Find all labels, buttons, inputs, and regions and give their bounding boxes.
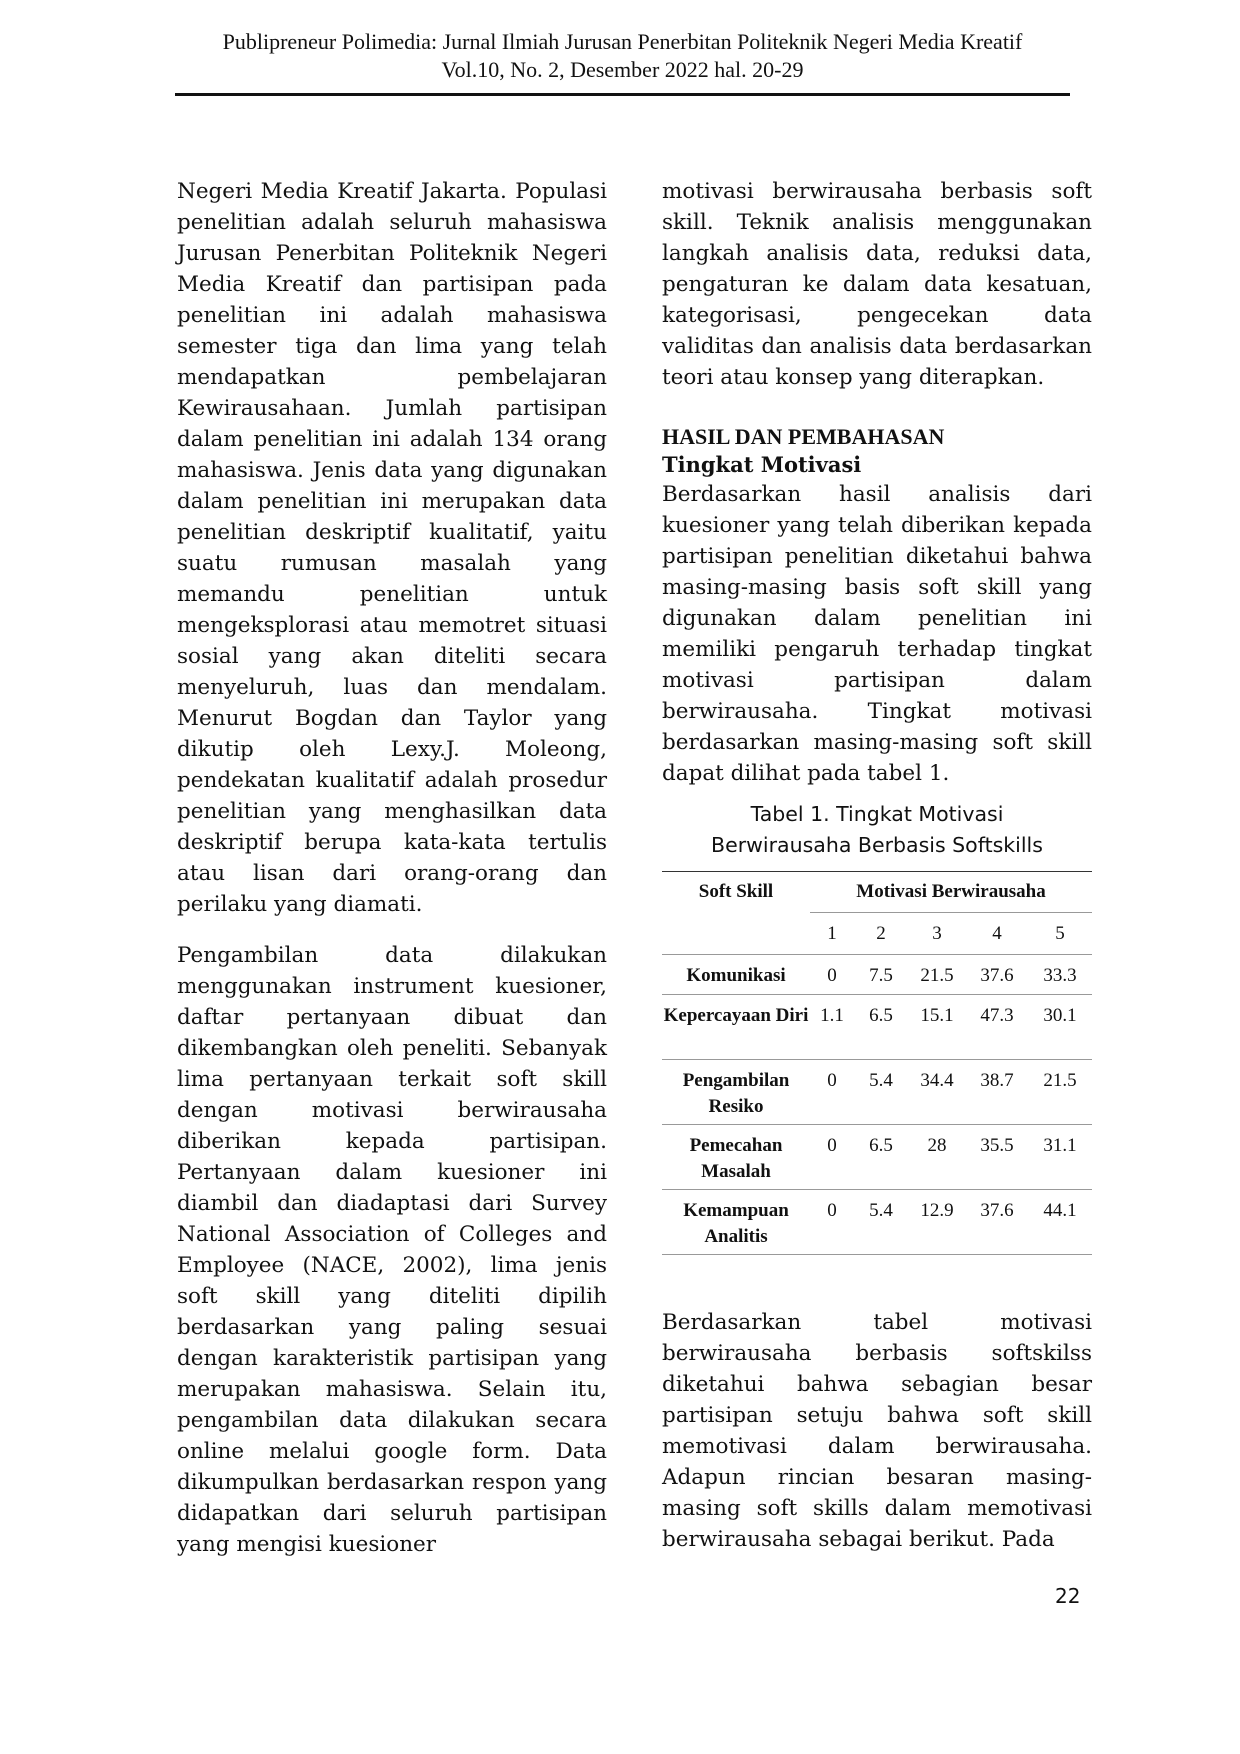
scale-header: 4: [966, 913, 1028, 955]
table-cell: 7.5: [854, 955, 908, 995]
table-row: [662, 955, 1092, 995]
table-cell: 0: [810, 1125, 854, 1190]
table-cell: 21.5: [908, 955, 966, 995]
methods-paragraph-data-collection: Pengambilan data dilakukan menggunakan instrument kuesioner, daftar pertanyaan dibuat dan dikembangkan oleh peneliti. Sebanyak lima pertanyaan terkait soft skill dengan motivasi berwirausaha diberikan kepada partisipan. Pertanyaan dalam kuesioner ini diambil dan diadaptasi dari Survey National Association of Colleges and Employee (NACE, 2002), lima jenis soft skill yang diteliti dipilih berdasarkan yang paling sesuai dengan karakteristik partisipan yang merupakan mahasiswa. Selain itu, pengambilan data dilakukan secara online melalui google form. Data dikumpulkan berdasarkan respon yang didapatkan dari seluruh partisipan yang mengisi kuesioner: [177, 943, 607, 1557]
right-column: [662, 176, 1092, 1555]
table-cell: 35.5: [966, 1125, 1028, 1190]
journal-title: Publipreneur Polimedia: Jurnal Ilmiah Jurusan Penerbitan Politeknik Negeri Media Kreatif: [222, 29, 1023, 54]
table-cell: 0: [810, 1190, 854, 1255]
left-column: [177, 176, 607, 1560]
table-cell: 0: [810, 1060, 854, 1125]
row-label: Kepercayaan Diri: [662, 995, 810, 1060]
column-header-soft-skill: Soft Skill: [662, 872, 810, 913]
table-cell: 44.1: [1028, 1190, 1092, 1255]
table-row: [662, 1190, 1092, 1255]
table-cell: 28: [908, 1125, 966, 1190]
methods-paragraph-population: Negeri Media Kreatif Jakarta. Populasi penelitian adalah seluruh mahasiswa Jurusan Penerbitan Politeknik Negeri Media Kreatif dan partisipan pada penelitian ini adalah mahasiswa semester tiga dan lima yang telah mendapatkan pembelajaran Kewirausahaan. Jumlah partisipan dalam penelitian ini adalah 134 orang mahasiswa. Jenis data yang digunakan dalam penelitian ini merupakan data penelitian deskriptif kualitatif, yaitu suatu rumusan masalah yang memandu penelitian untuk mengeksplorasi atau memotret situasi sosial yang akan diteliti secara menyeluruh, luas dan mendalam. Menurut Bogdan dan Taylor yang dikutip oleh Lexy.J. Moleong, pendekatan kualitatif adalah prosedur penelitian yang menghasilkan data deskriptif berupa kata-kata tertulis atau lisan dari orang-orang dan perilaku yang diamati.: [177, 179, 607, 917]
discussion-paragraph: Berdasarkan tabel motivasi berwirausaha berbasis softskilss diketahui bahwa sebagian besar partisipan setuju bahwa soft skill memotivasi dalam berwirausaha. Adapun rincian besaran masing-masing soft skills dalam memotivasi berwirausaha sebagai berikut. Pada: [662, 1310, 1092, 1552]
results-paragraph: Berdasarkan hasil analisis dari kuesioner yang telah diberikan kepada partisipan penelitian diketahui bahwa masing-masing basis soft skill yang digunakan dalam penelitian ini memiliki pengaruh terhadap tingkat motivasi partisipan dalam berwirausaha. Tingkat motivasi berdasarkan masing-masing soft skill dapat dilihat pada tabel 1.: [662, 482, 1092, 786]
table-cell: 33.3: [1028, 955, 1092, 995]
row-label: Komunikasi: [662, 955, 810, 995]
header-divider: [175, 93, 1070, 96]
scale-header: 1: [810, 913, 854, 955]
page-number: 22: [1055, 1584, 1081, 1608]
row-label: Kemampuan Analitis: [662, 1190, 810, 1255]
table-cell: 38.7: [966, 1060, 1028, 1125]
table-cell: 5.4: [854, 1060, 908, 1125]
scale-header: 2: [854, 913, 908, 955]
table-row: [662, 995, 1092, 1060]
table-caption-line-1: Tabel 1. Tingkat Motivasi: [750, 802, 1004, 826]
issue-info: Vol.10, No. 2, Desember 2022 hal. 20-29: [441, 57, 804, 82]
running-header: [175, 28, 1070, 84]
scale-header: 5: [1028, 913, 1092, 955]
motivation-table: [662, 871, 1092, 1255]
table-caption-line-2: Berwirausaha Berbasis Softskills: [711, 833, 1043, 857]
subsection-heading: Tingkat Motivasi: [662, 452, 862, 477]
table-row: [662, 1125, 1092, 1190]
table-cell: 5.4: [854, 1190, 908, 1255]
row-label: Pengambilan Resiko: [662, 1060, 810, 1125]
table-cell: 1.1: [810, 995, 854, 1060]
table-cell: 0: [810, 955, 854, 995]
table-cell: 12.9: [908, 1190, 966, 1255]
table-cell: 37.6: [966, 1190, 1028, 1255]
table-cell: 6.5: [854, 995, 908, 1060]
table-row: [662, 1060, 1092, 1125]
table-cell: 15.1: [908, 995, 966, 1060]
scale-header: 3: [908, 913, 966, 955]
column-header-motivation: Motivasi Berwirausaha: [810, 872, 1092, 913]
table-cell: 37.6: [966, 955, 1028, 995]
table-caption: [662, 799, 1092, 861]
table-cell: 21.5: [1028, 1060, 1092, 1125]
section-heading: HASIL DAN PEMBAHASAN: [662, 424, 945, 449]
table-cell: 31.1: [1028, 1125, 1092, 1190]
table-cell: 34.4: [908, 1060, 966, 1125]
table-cell: 30.1: [1028, 995, 1092, 1060]
row-label: Pemecahan Masalah: [662, 1125, 810, 1190]
methods-paragraph-analysis: motivasi berwirausaha berbasis soft skill. Teknik analisis menggunakan langkah analisis data, reduksi data, pengaturan ke dalam data kesatuan, kategorisasi, pengecekan data validitas dan analisis data berdasarkan teori atau konsep yang diterapkan.: [662, 179, 1092, 390]
table-cell: 6.5: [854, 1125, 908, 1190]
table-cell: 47.3: [966, 995, 1028, 1060]
